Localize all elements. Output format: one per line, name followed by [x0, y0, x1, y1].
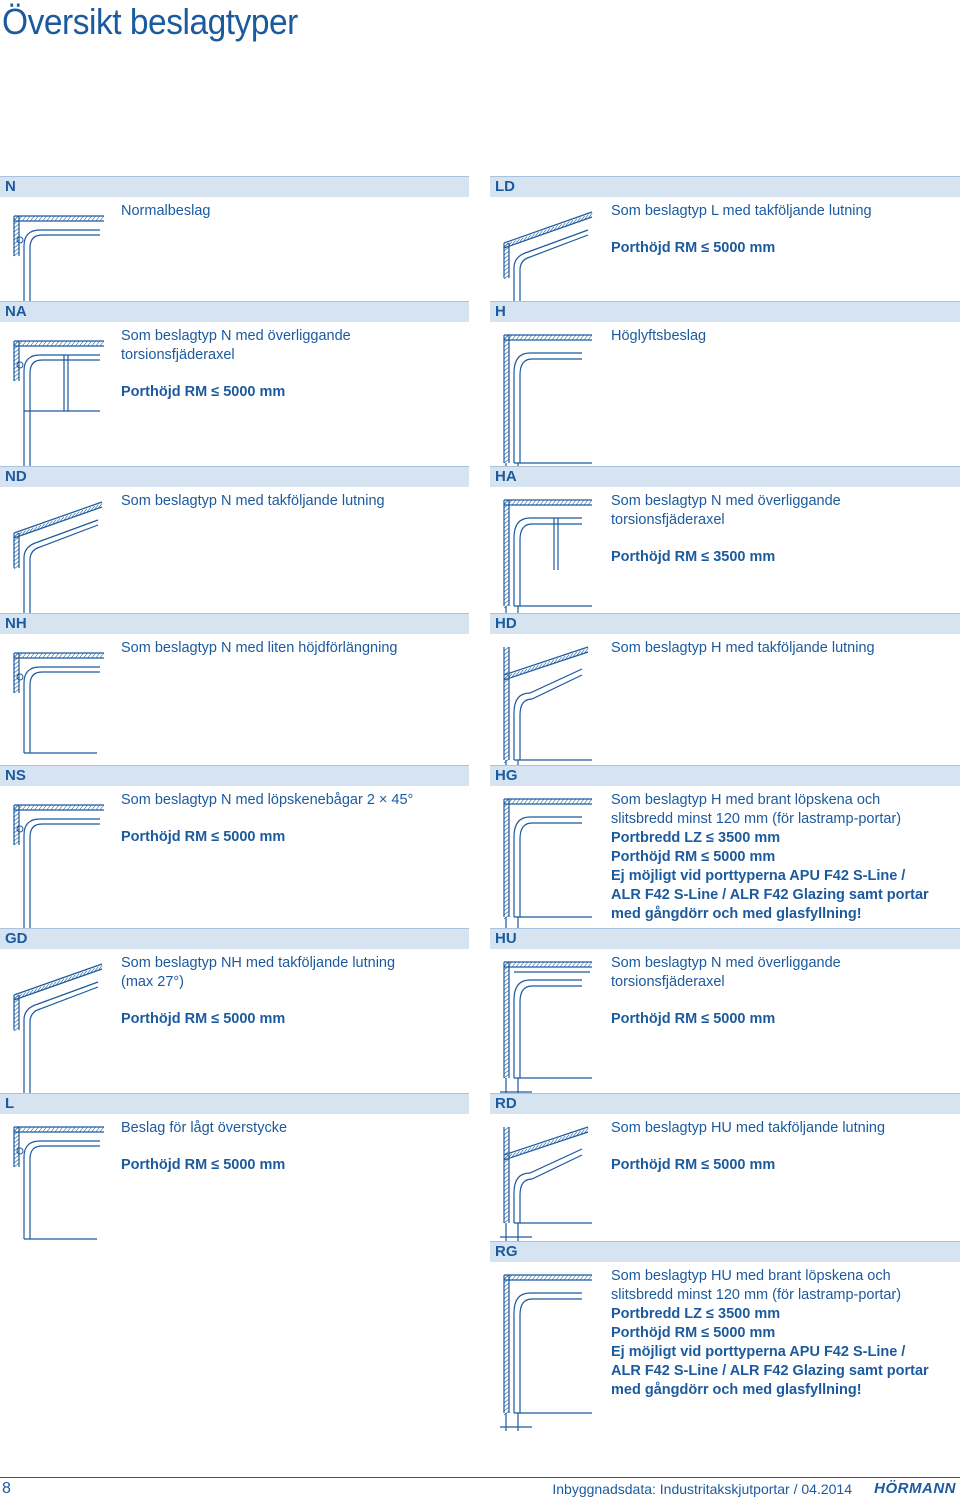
fitting-diagram-l [2, 1115, 112, 1243]
height-limit: Porthöjd RM ≤ 5000 mm [121, 384, 286, 400]
section-description-ld [611, 202, 956, 258]
description-line: Som beslagtyp H med brant löpskena och [611, 792, 881, 808]
description-line: Som beslagtyp H med takföljande lutning [611, 640, 875, 656]
section-description-nd [121, 492, 465, 511]
section-description-hg [611, 791, 956, 924]
description-line: Som beslagtyp L med takföljande lutning [611, 203, 872, 219]
section-header-na: NA [0, 301, 469, 322]
description-line: Som beslagtyp N med löpskenebågar 2 × 45° [121, 792, 414, 808]
fitting-diagram-nh [2, 635, 112, 757]
description-line: Som beslagtyp N med överliggande [611, 493, 841, 509]
description-line: Som beslagtyp HU med brant löpskena och [611, 1268, 891, 1284]
section-header-ld: LD [490, 176, 960, 197]
description-line: Ej möjligt vid porttyperna APU F42 S-Line / [611, 868, 906, 884]
description-line: Höglyftsbeslag [611, 328, 707, 344]
description-line: torsionsfjäderaxel [121, 347, 235, 363]
fitting-diagram-nd [2, 488, 112, 626]
section-description-hu [611, 954, 956, 1029]
section-description-rd [611, 1119, 956, 1175]
section-header-hg: HG [490, 765, 960, 786]
section-description-ns [121, 791, 465, 847]
section-header-rg: RG [490, 1241, 960, 1262]
description-line: slitsbredd minst 120 mm (för lastramp-portar) [611, 811, 902, 827]
description-line: Portbredd LZ ≤ 3500 mm [611, 1306, 781, 1322]
hormann-logo: HÖRMANN [874, 1480, 956, 1497]
section-description-na [121, 327, 465, 402]
fitting-diagram-na [2, 323, 112, 483]
section-header-nd: ND [0, 466, 469, 487]
fitting-diagram-n [2, 198, 112, 314]
description-line: (max 27°) [121, 974, 185, 990]
fitting-diagram-ld [492, 198, 602, 314]
height-limit: Porthöjd RM ≤ 5000 mm [121, 1011, 286, 1027]
fitting-diagram-rd [492, 1115, 602, 1243]
description-line: med gångdörr och med glasfyllning! [611, 906, 862, 922]
description-line: Som beslagtyp N med takföljande lutning [121, 493, 385, 509]
description-line: Porthöjd RM ≤ 5000 mm [611, 849, 776, 865]
height-limit: Porthöjd RM ≤ 5000 mm [611, 1157, 776, 1173]
section-header-l: L [0, 1093, 469, 1114]
fitting-diagram-rg [492, 1263, 602, 1433]
fitting-diagram-hu [492, 950, 602, 1098]
description-line: ALR F42 S-Line / ALR F42 Glazing samt portar [611, 1363, 929, 1379]
description-line: Som beslagtyp NH med takföljande lutning [121, 955, 396, 971]
section-description-ha [611, 492, 956, 567]
section-header-ha: HA [490, 466, 960, 487]
description-line: torsionsfjäderaxel [611, 512, 725, 528]
section-header-ns: NS [0, 765, 469, 786]
fitting-diagram-ns [2, 787, 112, 937]
description-line: Som beslagtyp N med liten höjdförlängning [121, 640, 398, 656]
description-line: Som beslagtyp N med överliggande [611, 955, 841, 971]
section-description-l [121, 1119, 465, 1175]
description-line: Ej möjligt vid porttyperna APU F42 S-Line / [611, 1344, 906, 1360]
fitting-diagram-hg [492, 787, 602, 937]
section-description-gd [121, 954, 465, 1029]
section-description-h [611, 327, 956, 346]
description-line: Normalbeslag [121, 203, 211, 219]
page-title: Översikt beslagtyper [2, 1, 298, 42]
section-header-hu: HU [490, 928, 960, 949]
section-description-hd [611, 639, 956, 658]
fitting-diagram-hd [492, 635, 602, 780]
description-line: Porthöjd RM ≤ 5000 mm [611, 1325, 776, 1341]
height-limit: Porthöjd RM ≤ 5000 mm [121, 1157, 286, 1173]
footer-document-title: Inbyggnadsdata: Industritakskjutportar / 04.2014 [552, 1481, 852, 1497]
fitting-diagram-gd [2, 950, 112, 1098]
section-description-rg [611, 1267, 956, 1400]
description-line: Beslag för lågt överstycke [121, 1120, 288, 1136]
height-limit: Porthöjd RM ≤ 3500 mm [611, 549, 776, 565]
description-line: Som beslagtyp HU med takföljande lutning [611, 1120, 886, 1136]
fitting-diagram-ha [492, 488, 602, 626]
fitting-diagram-h [492, 323, 602, 483]
description-line: Portbredd LZ ≤ 3500 mm [611, 830, 781, 846]
height-limit: Porthöjd RM ≤ 5000 mm [611, 1011, 776, 1027]
section-description-nh [121, 639, 465, 658]
section-header-nh: NH [0, 613, 469, 634]
description-line: slitsbredd minst 120 mm (för lastramp-portar) [611, 1287, 902, 1303]
footer-divider [0, 1477, 960, 1478]
section-description-n [121, 202, 465, 221]
description-line: torsionsfjäderaxel [611, 974, 725, 990]
section-header-gd: GD [0, 928, 469, 949]
height-limit: Porthöjd RM ≤ 5000 mm [121, 829, 286, 845]
page-number: 8 [2, 1480, 11, 1497]
description-line: Som beslagtyp N med överliggande [121, 328, 351, 344]
section-header-h: H [490, 301, 960, 322]
height-limit: Porthöjd RM ≤ 5000 mm [611, 240, 776, 256]
section-header-hd: HD [490, 613, 960, 634]
description-line: ALR F42 S-Line / ALR F42 Glazing samt portar [611, 887, 929, 903]
description-line: med gångdörr och med glasfyllning! [611, 1382, 862, 1398]
section-header-n: N [0, 176, 469, 197]
section-header-rd: RD [490, 1093, 960, 1114]
